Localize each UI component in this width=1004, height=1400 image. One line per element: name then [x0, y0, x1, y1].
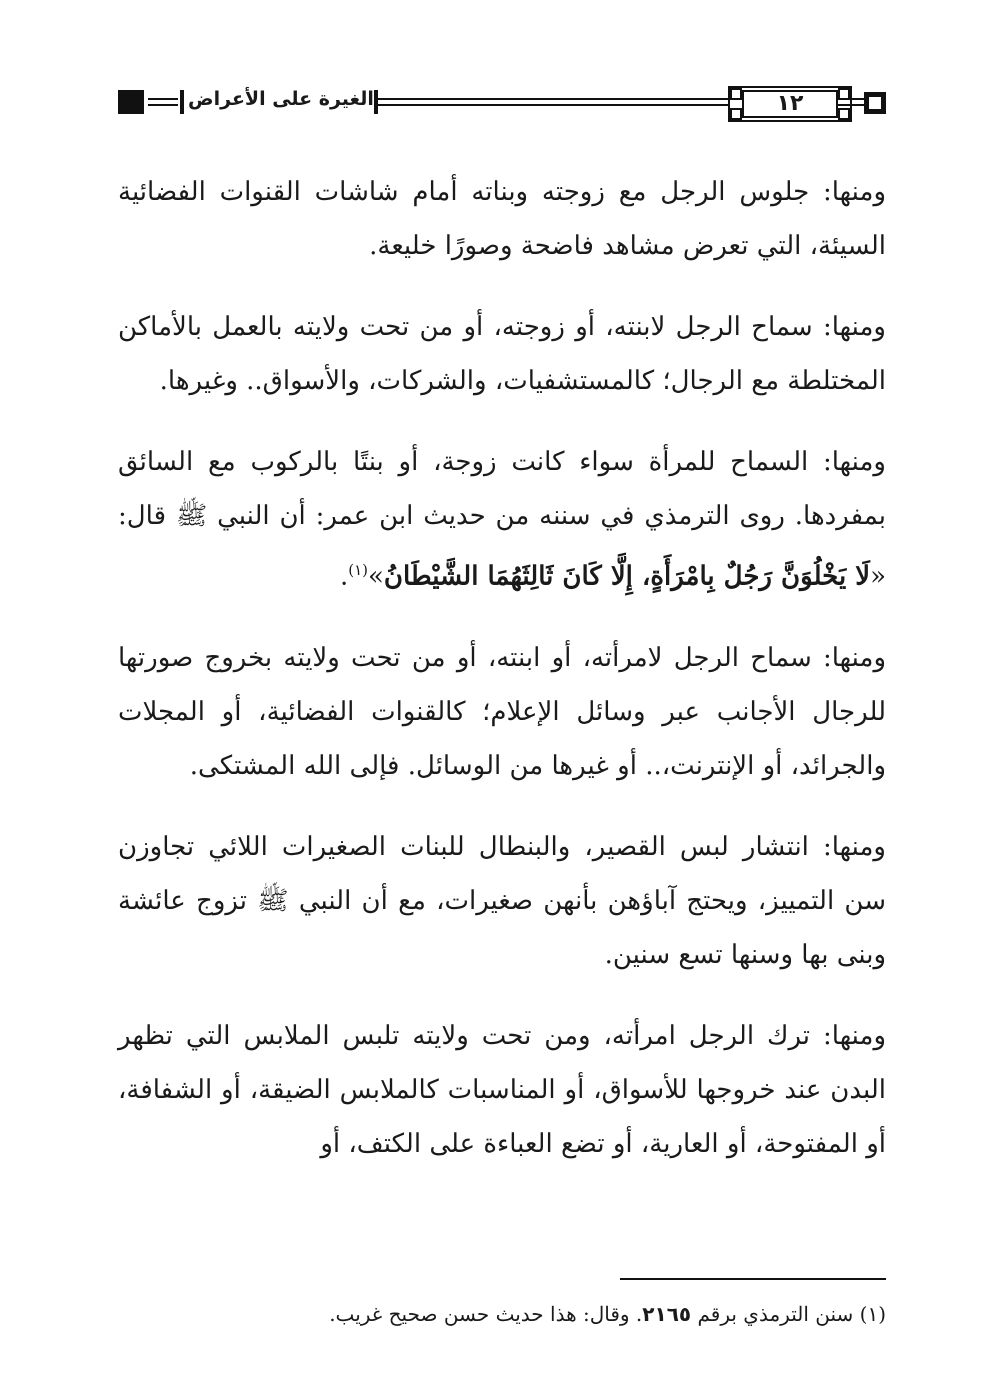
footnote-ref[interactable]: (١) — [348, 561, 368, 579]
page-number: ١٢ — [776, 91, 804, 116]
running-title: الغيرة على الأعراض — [188, 88, 374, 110]
paragraph-end: . — [339, 561, 349, 592]
footnote-number: ٢١٦٥ — [642, 1302, 692, 1326]
paragraph: ومنها: جلوس الرجل مع زوجته وبناته أمام شاشات القنوات الفضائية السيئة، التي تعرض مشاهد فاضحة وصورًا خليعة. — [118, 177, 886, 261]
quote-close: » — [367, 561, 384, 592]
ornament-bar — [180, 90, 184, 114]
paragraph: ومنها: سماح الرجل لامرأته، أو ابنته، أو من تحت ولايته بخروج صورتها للرجال الأجانب عبر وسائل الإعلام؛ كالقنوات الفضائية، أو المجلات والجرائد، أو الإنترنت،.. أو غيرها من الوسائل. فإلى الله المشتكى. — [118, 642, 886, 781]
ornament-line — [378, 98, 728, 106]
footnote-text-end: . وقال: هذا حديث حسن صحيح غريب. — [329, 1302, 643, 1326]
footnote-divider — [620, 1278, 886, 1280]
ornament-block — [118, 90, 144, 114]
footnote — [118, 1302, 886, 1326]
ornament-line — [148, 98, 178, 106]
page-header — [118, 84, 886, 128]
paragraph-text: ومنها: السماح للمرأة سواء كانت زوجة، أو بنتًا بالركوب مع السائق بمفردها. روى الترمذي في سننه من حديث ابن عمر: أن النبي ﷺ قال: « — [118, 447, 886, 592]
footnote-marker: (١) — [859, 1302, 886, 1326]
body-text — [118, 165, 886, 1198]
paragraph: ومنها: ترك الرجل امرأته، ومن تحت ولايته تلبس الملابس التي تظهر البدن عند خروجها للأسواق، أو المناسبات كالملابس الضيقة، أو الشفافة، أو المفتوحة، أو العارية، أو تضع العباءة على الكتف، أو — [118, 1020, 886, 1159]
paragraph: ومنها: انتشار لبس القصير، والبنطال للبنات الصغيرات اللائي تجاوزن سن التمييز، ويحتج آباؤهن بأنهن صغيرات، مع أن النبي ﷺ تزوج عائشة وبنى بها وسنها تسع سنين. — [118, 831, 886, 970]
paragraph-hadith — [118, 435, 886, 604]
paragraph: ومنها: سماح الرجل لابنته، أو زوجته، أو من تحت ولايته بالعمل بالأماكن المختلطة مع الرجال؛ كالمستشفيات، والشركات، والأسواق.. وغيرها. — [118, 312, 886, 396]
page-number-frame — [728, 86, 852, 122]
ornament-square — [864, 92, 886, 114]
footnote-text: سنن الترمذي برقم — [697, 1302, 854, 1326]
hadith-quote: لَا يَخْلُوَنَّ رَجُلٌ بِامْرَأَةٍ، إِلَّا كَانَ ثَالِثَهُمَا الشَّيْطَانُ — [383, 561, 871, 592]
